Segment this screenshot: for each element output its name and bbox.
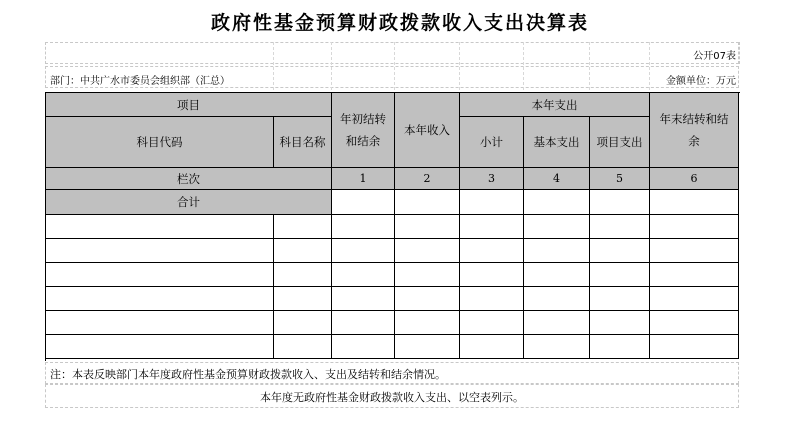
table-cell	[46, 335, 274, 359]
table-cell	[650, 263, 739, 287]
table-cell	[524, 311, 590, 335]
table-cell	[274, 215, 332, 239]
table-cell	[274, 311, 332, 335]
header-item: 项目	[46, 93, 332, 117]
total-cell	[395, 190, 460, 215]
table-cell	[332, 287, 395, 311]
table-cell	[46, 239, 274, 263]
table-cell	[524, 335, 590, 359]
table-cell	[332, 263, 395, 287]
table-cell	[46, 287, 274, 311]
table-cell	[460, 263, 524, 287]
table-cell	[460, 311, 524, 335]
note-text: 注：本表反映部门本年度政府性基金预算财政拨款收入、支出及结转和结余情况。	[50, 368, 446, 381]
table-cell	[650, 335, 739, 359]
header-expenditure: 本年支出	[460, 93, 650, 117]
table-cell	[590, 311, 650, 335]
total-cell	[460, 190, 524, 215]
total-cell	[524, 190, 590, 215]
table-cell	[590, 239, 650, 263]
table-cell	[524, 215, 590, 239]
table-cell	[332, 311, 395, 335]
form-code: 公开07表	[693, 51, 736, 62]
table-cell	[590, 263, 650, 287]
table-cell	[332, 239, 395, 263]
table-cell	[395, 287, 460, 311]
total-cell	[590, 190, 650, 215]
table-cell	[650, 287, 739, 311]
table-cell	[590, 215, 650, 239]
table-cell	[650, 311, 739, 335]
table-cell	[524, 287, 590, 311]
table-cell	[46, 263, 274, 287]
table-cell	[460, 215, 524, 239]
table-cell	[650, 215, 739, 239]
table-cell	[524, 263, 590, 287]
header-opening-balance: 年初结转和结余	[332, 93, 395, 168]
footer-text: 本年度无政府性基金财政拨款收入支出、以空表列示。	[260, 391, 524, 404]
column-number: 1	[332, 168, 395, 190]
department-label: 部门：中共广水市委员会组织部（汇总）	[50, 76, 230, 87]
column-number: 6	[650, 168, 739, 190]
total-label: 合计	[46, 190, 332, 215]
table-cell	[460, 287, 524, 311]
table-cell	[274, 239, 332, 263]
column-index-label: 栏次	[46, 168, 332, 190]
column-number: 2	[395, 168, 460, 190]
total-cell	[650, 190, 739, 215]
table-cell	[395, 215, 460, 239]
table-cell	[332, 335, 395, 359]
header-project: 项目支出	[590, 117, 650, 168]
total-cell	[332, 190, 395, 215]
header-closing-balance: 年末结转和结余	[650, 93, 739, 168]
header-subtotal: 小计	[460, 117, 524, 168]
table-cell	[46, 215, 274, 239]
table-cell	[460, 335, 524, 359]
header-basic: 基本支出	[524, 117, 590, 168]
table-cell	[395, 335, 460, 359]
table-cell	[332, 215, 395, 239]
table-cell	[274, 335, 332, 359]
table-cell	[274, 263, 332, 287]
fund-table	[45, 92, 740, 361]
table-cell	[524, 239, 590, 263]
page-title: 政府性基金预算财政拨款收入支出决算表	[210, 12, 589, 34]
table-cell	[395, 239, 460, 263]
column-number: 3	[460, 168, 524, 190]
table-cell	[395, 311, 460, 335]
column-number: 5	[590, 168, 650, 190]
table-cell	[590, 287, 650, 311]
table-cell	[46, 311, 274, 335]
table-cell	[590, 335, 650, 359]
header-income: 本年收入	[395, 93, 460, 168]
table-cell	[274, 287, 332, 311]
table-cell	[395, 263, 460, 287]
unit-label: 金额单位：万元	[666, 76, 736, 87]
table-cell	[650, 239, 739, 263]
column-number: 4	[524, 168, 590, 190]
header-subject-code: 科目代码	[46, 117, 274, 168]
table-cell	[460, 239, 524, 263]
header-subject-name: 科目名称	[274, 117, 332, 168]
